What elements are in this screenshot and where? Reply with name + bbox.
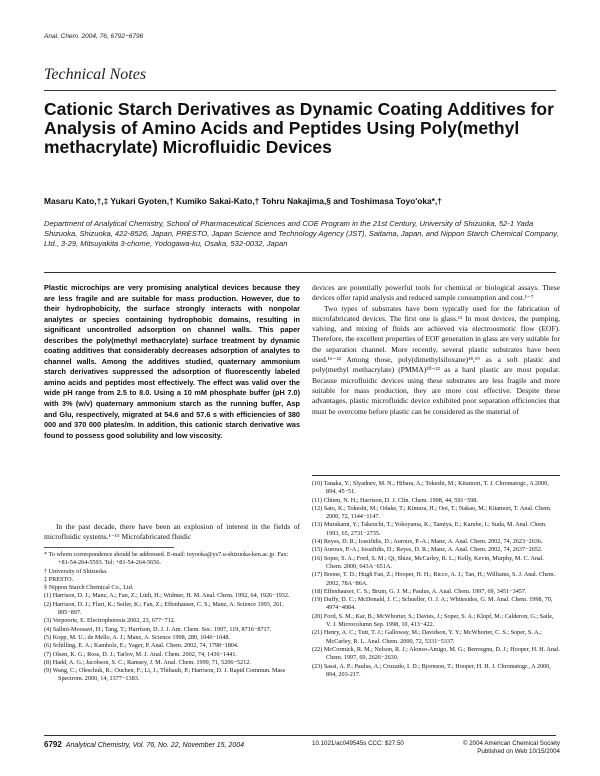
- page-footer-right: [312, 740, 560, 756]
- reference-item: (20) Ford, S. M.; Kar, B.; McWhorter, S.; Davies, J.; Soper, S. A.; Klopf, M.; Calderon, G.; Saile, V. J. Microcolumn Sep. 1998, 10, 413−422.: [312, 612, 554, 629]
- footnote: ‡ PRESTO.: [44, 575, 74, 583]
- footnote: † University of Shizuoka.: [44, 567, 108, 575]
- publication-date: Published on Web 10/15/2004: [477, 748, 560, 755]
- reference-item: (15) Auroux, P.-A.; Iossifidis, D.; Reyes, D. R.; Manz, A. Anal. Chem. 2002, 74, 2637−2652.: [312, 546, 543, 554]
- footnote: § Nippon Starch Chemical Co., Ltd.: [44, 584, 134, 592]
- doi: 10.1021/ac049545s CCC: $27.50: [312, 740, 404, 747]
- reference-item: (9) Wang, C.; Oleschuk, R.; Ouchen, F.; Li, J.; Thibault, P.; Harrison, D. J. Rapid Commun. Mass Spectrom. 2000, 14, 1377−1383.: [44, 667, 286, 683]
- page-footer-left: [44, 740, 244, 749]
- reference-item: (1) Harrison, D. J.; Manz, A.; Fan, Z.; Lüdi, H.; Widmer, H. M. Anal. Chem. 1992, 64, 1926−1932.: [44, 592, 290, 600]
- reference-item: (16) Soper, S. A.; Ford, S. M.; Qi, Shize, McCarley, R. L.; Kelly, Kevin, Murphy, M. C. Anal. Chem. 2000, 643A−651A.: [312, 554, 544, 570]
- reference-item: (11) Chiem, N. H.; Harrison, D. J. Clin. Chem. 1998, 44, 591−598.: [312, 496, 478, 504]
- reference-item: (19) Duffy, D. C.; McDonald, J. C.; Schueller, O. J. A.; Whitesides, G. M. Anal. Chem. 1998, 70, 4974−4984.: [312, 596, 553, 612]
- reference-item: (18) Effenhauser, C. S.; Bruin, G. J. M.; Paulus, A. Anal. Chem. 1997, 69, 3451−3457.: [312, 587, 527, 595]
- reference-item: (22) McCormick, R. M.; Nelson, R. J.; Alonso-Amigo, M. G.; Benvegnu, D. J.; Hooper, H. H. Anal. Chem. 1997, 69, 2626−2630.: [312, 645, 560, 662]
- reference-item: (10) Tanaka, Y.; Slyadnev, M. N.; Hibara, A.; Tokeshi, M.; Kitamori, T. J. Chromatogr., A 2000, 894, 45−51.: [312, 480, 549, 496]
- footer-rule: [44, 735, 556, 736]
- article-title: Cationic Starch Derivatives as Dynamic Coating Additives for Analysis of Amino Acids and Peptides Using Poly(methyl methacrylate) Microfluidic Devices: [44, 99, 554, 157]
- abstract-rule: [44, 272, 556, 273]
- reference-item: (4) Sallmi-Moosavi, H.; Tang, T.; Harrison, D. J. J. Am. Chem. Soc. 1997, 119, 8716−8717.: [44, 625, 272, 633]
- reference-item: (21) Henry, A. C.; Tutt, T. J.; Galloway, M.; Davidson, Y. Y.; McWhorter, C. S.; Soper, S. A.; McCarley, R. L. Anal. Chem. 2000, 72, 5331−5337.: [312, 629, 542, 645]
- body-paragraph: devices are potentially powerful tools for chemical or biological assays. These devices offer rapid analysis and reduced sample consumption and cost.¹⁻⁷: [312, 283, 560, 303]
- section-heading: Technical Notes: [44, 66, 147, 83]
- references-rule: [312, 475, 560, 476]
- author-list: Masaru Kato,†,‡ Yukari Gyoten,† Kumiko Sakai-Kato,† Tohru Nakajima,§ and Toshimasa Toyo'oka*,†: [44, 196, 442, 206]
- page-number: 6792: [44, 740, 62, 749]
- reference-item: (12) Sato, K.; Tokeshi, M.; Odake, T.; Kimura, H.; Ooi, T.; Nakao, M.; Kitamori, T. Anal. Chem. 2000, 72, 1144−1147.: [312, 504, 552, 521]
- reference-item: (14) Reyes, D. R.; Iossifidis, D.; Auroux, P.-A.; Manz, A. Anal. Chem. 2002, 74, 2623−2636.: [312, 538, 543, 546]
- reference-item: (3) Verpoorte, E. Electrophoresis 2002, 23, 677−712.: [44, 617, 176, 625]
- reference-item: (13) Murakami, Y.; Takeuchi, T.; Yokoyama, K.; Tamiya, E.; Karube, I.; Suda, M. Anal. Chem. 1993, 65, 2731−2735.: [312, 521, 547, 537]
- reference-item: (23) Sassi, A. P.; Paulus, A.; Cruzado, I. D.; Bjornson, T.; Hooper, H. H. J. Chromatogr., A 2000, 894, 203-217.: [312, 662, 551, 678]
- reference-item: (8) Hadd, A. G.; Jacobson, S. C.; Ramsey, J. M. Anal. Chem. 1999, 71, 5206−5212.: [44, 658, 251, 666]
- footnote-rule: [44, 547, 174, 548]
- body-paragraph: Two types of substrates have been typically used for the fabrication of microfabricated devices. The first one is glass.¹² In most devices, the pumping, valving, and mixing of fluids are achieved via electroosmotic flow (EOF). Therefore, the excellent properties of EOF generation in glass are very suitable for the separation channel. More recently, several plastic substrates have been used.¹⁶⁻²² Among those, poly(dimethylsiloxane)¹⁸,¹⁹ as a soft plastic and poly(methyl methacrylate) (PMMA)²⁰⁻²² as a hard plastic are most popular. Because microfluidic devices using these substrates are less fragile and more suitable for mass production, they are more cost effective. Despite these advantages, plastic microfluidic device exhibited poor separation efficiencies that must be overcome before plastic can be considered as the material of: [312, 303, 560, 416]
- reference-item: (6) Schilling, E. A.; Kamholz, E.; Yager, P. Anal. Chem. 2002, 74, 1798−1804.: [44, 642, 239, 650]
- abstract: Plastic microchips are very promising analytical devices because they are less fragile and are suitable for mass production. However, due to their hydrophobicity, the surface strongly interacts with nonpolar analytes or species containing hydrophobic domains, resulting in significant uncontrolled adsorption on channel walls. This paper describes the poly(methyl methacrylate) surface treatment by dynamic coating additives that considerably decreases adsorption of analytes to channel walls. Among the additives studied, quaternary ammonium starch derivatives suppressed the adsorption of fluorescently labeled amino acids and peptides most effectively. The effect was valid over the wide pH range from 2.5 to 8.0. Using a 10 mM phosphate buffer (pH 7.0) with 3% (w/v) quaternary ammonium starch as the running buffer, Asp and Glu, respectively, migrated at 54.6 and 57.6 s with efficiencies of 380 000 and 370 000 plates/m. In addition, this cationic starch derivative was found to possess good solubility and low viscosity.: [44, 283, 300, 440]
- journal-citation: Anal. Chem. 2004, 76, 6792−6796: [44, 33, 144, 40]
- footnote: * To whom correspondence should be addressed. E-mail: toyooka@ys7.u-shizuoka-ken.ac.jp. Fax: +81-54-264-5593. Tel: +81-54-264-5656.: [44, 551, 289, 567]
- journal-issue: Analytical Chemistry, Vol. 76, No. 22, November 15, 2004: [65, 742, 244, 749]
- intro-paragraph: In the past decade, there have been an explosion of interest in the fields of microfluidic systems.¹⁻¹⁵ Microfabricated fluidic: [44, 522, 300, 542]
- left-footnotes-references: [44, 551, 300, 684]
- reference-item: (5) Kopp, M. U.; de Mello, A. J.; Manz, A. Science 1998, 280, 1046−1048.: [44, 633, 231, 641]
- right-references: [312, 480, 560, 679]
- right-column-body: [312, 283, 560, 417]
- reference-item: (7) Olsen, K. G.; Ross, D. J.; Tarlov, M. J. Anal. Chem. 2002, 74, 1436−1441.: [44, 650, 237, 658]
- affiliation: Department of Analytical Chemistry, School of Pharmaceutical Sciences and COE Program in the 21st Century, University of Shizuoka, 52-1 Yada Shizuoka, Shizuoka, 422-8526, Japan, PRESTO, Japan Science and Technology Agency (JST), Saitama, Japan, and Nippon Starch Chemical Company, Ltd., 3-29, Mitsuyakita 3-chome, Yodogawa-ku, Osaka, 532-0032, Japan: [44, 219, 559, 248]
- reference-item: (2) Harrison, D. J.; Fluri, K.; Seiler, K.; Fan, Z.; Effenhauser, C. S.; Manz, A. Science 1993, 261, 895−897.: [44, 600, 284, 617]
- copyright: © 2004 American Chemical Society: [462, 740, 560, 747]
- header-rule: [44, 90, 556, 91]
- reference-item: (17) Boone, T. D.; Hugh Fan, Z.; Hooper, H. H.; Ricco, A. J.; Tan, H.; Williams, S. J. Anal. Chem. 2002, 78A−86A.: [312, 571, 556, 587]
